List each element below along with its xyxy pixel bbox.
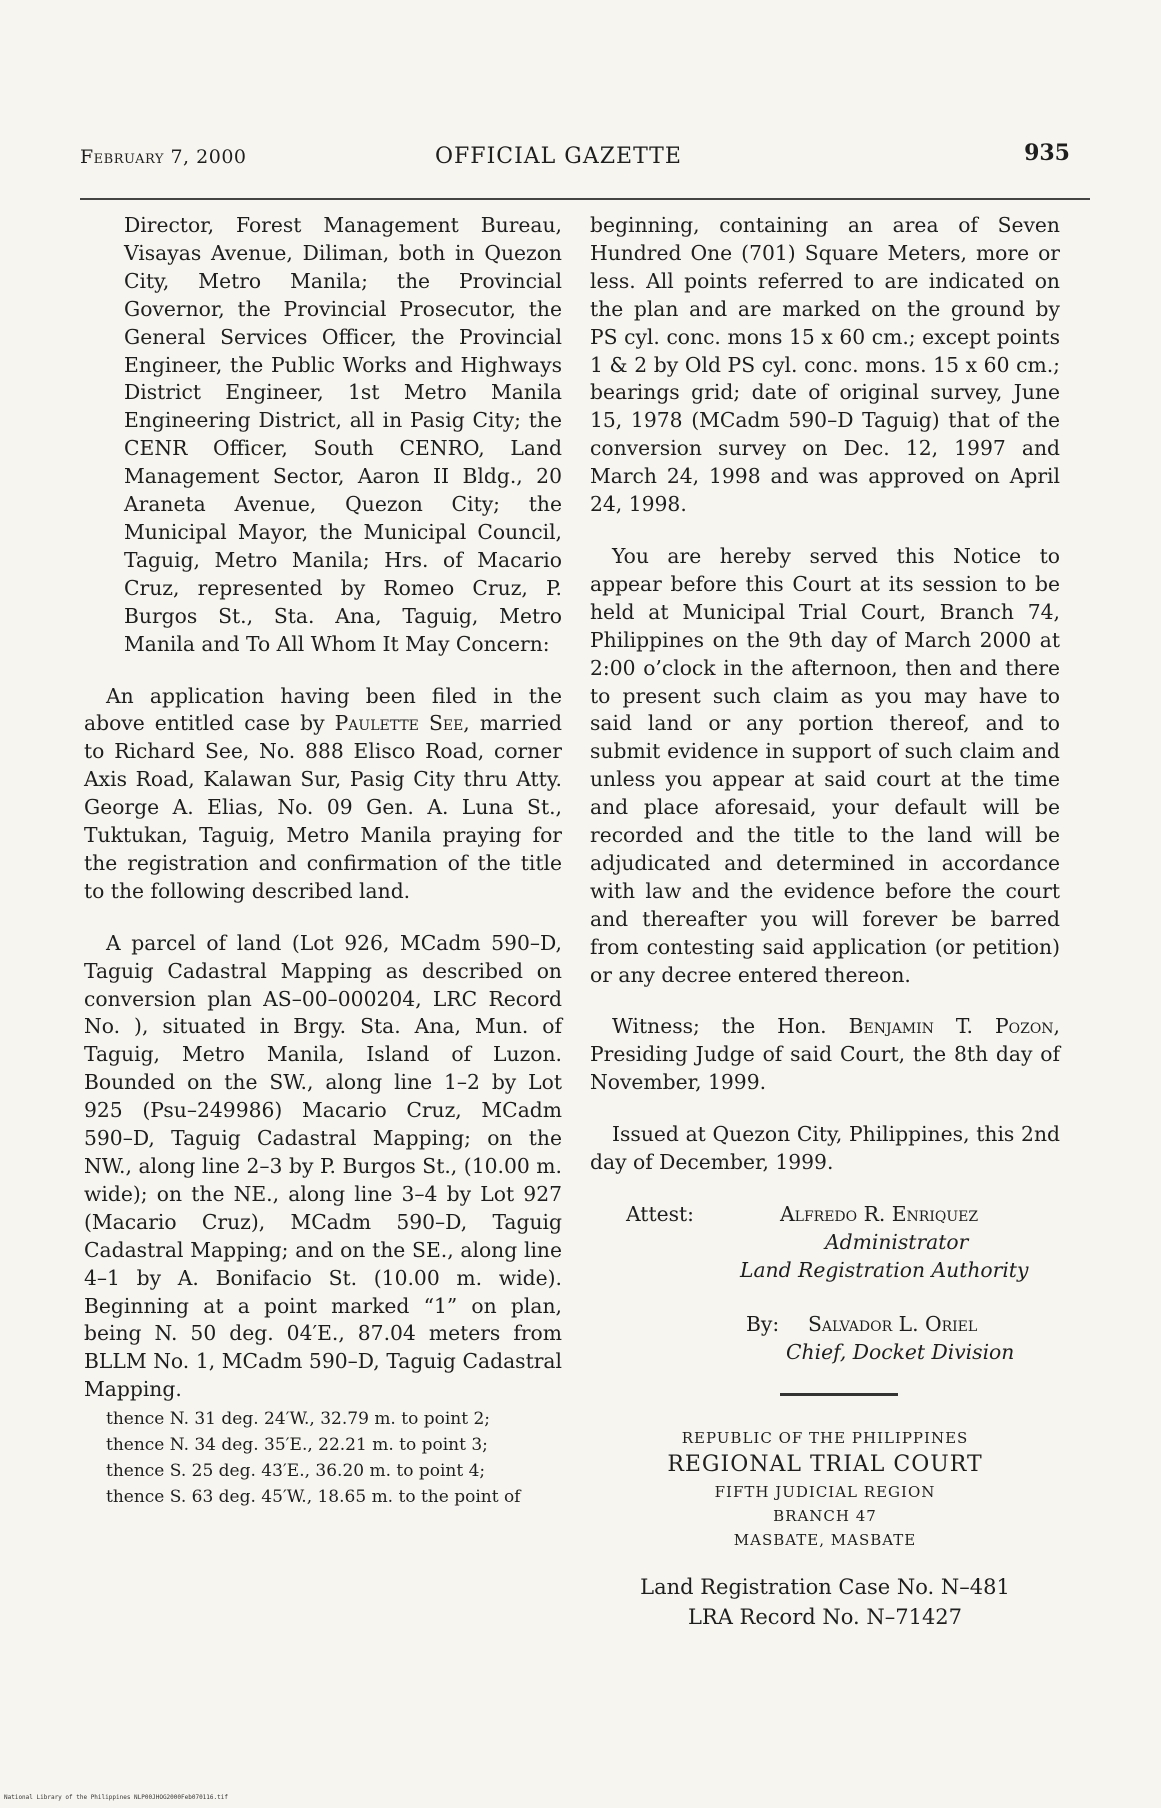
issued-paragraph: Issued at Quezon City, Philippines, this 2nd day of December, 1999. [590,1122,1060,1175]
application-text-end: married to Richard See, No. 888 Elisco Road, corner Axis Road, Kalawan Sur, Pasig City thru Atty. George A. Elias, No. 09 Gen. A. Luna St., Tuktukan, Taguig, Metro Manila praying for the registration and confirmation of the title to the following described land. [84,711,562,903]
bearing-line: thence S. 25 deg. 43′E., 36.20 m. to point 4; [106,1461,486,1482]
bearing-line: thence S. 63 deg. 45′W., 18.65 m. to the point of [106,1487,521,1508]
left-column [84,212,562,1510]
attestation-block [590,1201,1060,1381]
issue-date: February 7, 2000 [80,146,247,168]
right-column [590,212,1060,1632]
page-number: 935 [1024,140,1070,166]
next-notice-heading [590,1426,1060,1632]
witness-text-end: Presiding Judge of said Court, the 8th day of November, 1999. [590,1042,1060,1095]
by-signatory: Salvador L. Oriel [808,1312,978,1336]
branch-heading: BRANCH 47 [773,1507,877,1525]
bearings-list [84,1406,562,1510]
publication-title: OFFICIAL GAZETTE [435,144,682,169]
by-label: By: [746,1312,780,1336]
judge-name: Benjamin T. Pozon, [848,1014,1060,1039]
witness-paragraph [590,1013,1060,1097]
location-heading: MASBATE, MASBATE [733,1531,917,1549]
notice-paragraph: You are hereby served this Notice to appear before this Court at its session to be held at Municipal Trial Court, Branch 74, Philippines on the 9th day of March 2000 at 2:00 o’clock in the afternoon, then and there to present such claim as you may have to said land or any portion thereof, and to submit evidence in support of such claim and unless you appear at said court at the time and place aforesaid, your default will be recorded and the title to the land will be adjudicated and determined in accordance with law and the evidence before the court and thereafter you will forever be barred from contesting said application (or petition) or any decree entered thereon. [590,543,1060,987]
lra-record-number: LRA Record No. N–71427 [687,1605,963,1629]
parcel-description: A parcel of land (Lot 926, MCadm 590–D, Taguig Cadastral Mapping as described on conversion plan AS–00–000204, LRC Record No. ), situated in Brgy. Sta. Ana, Mun. of Taguig, Metro Manila, Island of Luzon. Bounded on the SW., along line 1–2 by Lot 925 (Psu–249986) Macario Cruz, MCadm 590–D, Taguig Cadastral Mapping; on the NW., along line 2–3 by P. Burgos St., (10.00 m. wide); on the NE., along line 3–4 by Lot 927 (Macario Cruz), MCadm 590–D, Taguig Cadastral Mapping; and on the SE., along line 4–1 by A. Bonifacio St. (10.00 m. wide). Beginning at a point marked “1” on plan, being N. 50 deg. 04′E., 87.04 meters from BLLM No. 1, MCadm 590–D, Taguig Cadastral Mapping. [84,930,562,1402]
application-text-start: An application having been filed in the above entitled case by [84,683,562,736]
parcel-continued: beginning, containing an area of Seven Hundred One (701) Square Meters, more or less. All points referred to are indicated on the plan and are marked on the ground by PS cyl. conc. mons 15 x 60 cm.; except points 1 & 2 by Old PS cyl. conc. mons. 15 x 60 cm.; bearings grid; date of original survey, June 15, 1978 (MCadm 590–D Taguig) that of the conversion survey on Dec. 12, 1997 and March 24, 1998 and was approved on April 24, 1998. [590,213,1060,517]
bearing-line: thence N. 34 deg. 35′E., 22.21 m. to point 3; [106,1435,488,1456]
attest-role: Administrator [825,1230,969,1254]
attest-signatory: Alfredo R. Enriquez [780,1202,979,1226]
case-numbers [590,1572,1060,1632]
application-paragraph [84,683,562,906]
section-divider [780,1393,898,1396]
by-role: Chief, Docket Division [786,1340,1015,1364]
attest-organization: Land Registration Authority [740,1258,1029,1282]
addressee-list: Director, Forest Management Bureau, Visayas Avenue, Diliman, both in Quezon City, Metro Manila; the Provincial Governor, the Provincial Prosecutor, the General Services Officer, the Provincial Engineer, the Public Works and Highways District Engineer, 1st Metro Manila Engineering District, all in Pasig City; the CENR Officer, South CENRO, Land Management Sector, Aaron II Bldg., 20 Araneta Avenue, Quezon City; the Municipal Mayor, the Municipal Council, Taguig, Metro Manila; Hrs. of Macario Cruz, represented by Romeo Cruz, P. Burgos St., Sta. Ana, Taguig, Metro Manila and To All Whom It May Concern: [124,213,562,656]
region-heading: FIFTH JUDICIAL REGION [714,1483,936,1501]
scan-footer: National Library of the Philippines NLP00JHOG2000Feb070116.tif [4,1794,228,1801]
attest-label: Attest: [626,1202,694,1226]
republic-heading: REPUBLIC OF THE PHILIPPINES [681,1429,969,1447]
applicant-name: Paulette See, [334,711,470,736]
court-heading: REGIONAL TRIAL COURT [667,1452,983,1477]
witness-text-start: Witness; the Hon. [612,1014,827,1039]
page-header [80,140,1080,176]
header-divider [80,198,1090,200]
case-number: Land Registration Case No. N–481 [640,1575,1010,1599]
bearing-line: thence N. 31 deg. 24′W., 32.79 m. to point 2; [106,1409,490,1430]
